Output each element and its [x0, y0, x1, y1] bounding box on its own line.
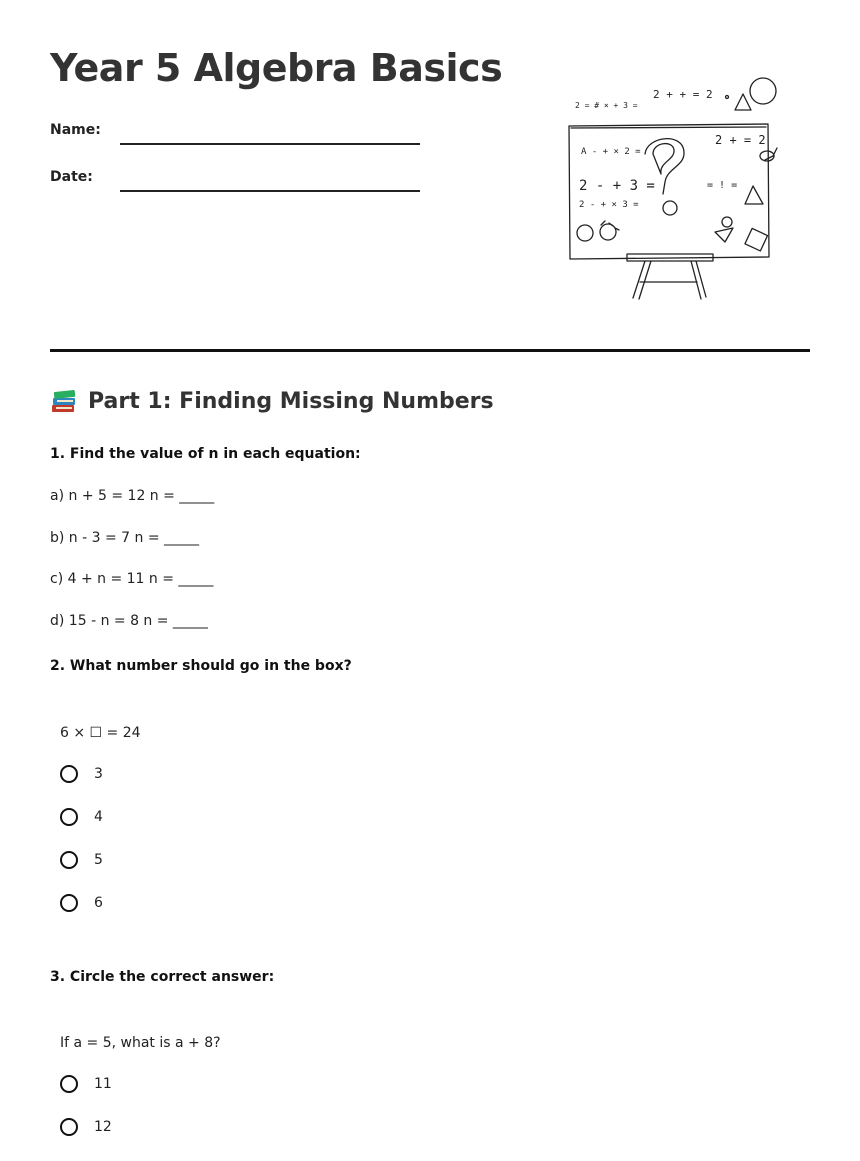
svg-text:2 - + 3 =: 2 - + 3 = [579, 178, 655, 194]
q3-option-11[interactable] [60, 1075, 112, 1093]
svg-text:= ! =: = ! = [707, 180, 738, 191]
radio-button[interactable] [60, 1075, 78, 1093]
question-2-label: 2. What number should go in the box? [50, 658, 352, 674]
radio-button[interactable] [60, 894, 78, 912]
option-label: 12 [94, 1119, 112, 1135]
q2-option-4[interactable] [60, 808, 103, 826]
option-label: 11 [94, 1076, 112, 1092]
equation-d[interactable]: d) 15 - n = 8 n = _____ [50, 613, 208, 629]
radio-button[interactable] [60, 1118, 78, 1136]
q2-option-5[interactable] [60, 851, 103, 869]
q2-option-6[interactable] [60, 894, 103, 912]
radio-button[interactable] [60, 765, 78, 783]
svg-text:2 = # × + 3 =: 2 = # × + 3 = [575, 101, 638, 110]
blackboard-question-icon [565, 70, 805, 310]
svg-text:2 + = 2: 2 + = 2 [715, 133, 766, 147]
question-1-label: 1. Find the value of n in each equation: [50, 446, 361, 462]
books-icon [50, 388, 78, 414]
option-label: 6 [94, 895, 103, 911]
svg-text:A - + × 2 =: A - + × 2 = [581, 147, 641, 157]
section-title [50, 388, 494, 414]
page-title: Year 5 Algebra Basics [50, 46, 503, 90]
equation-b[interactable]: b) n - 3 = 7 n = _____ [50, 530, 200, 546]
name-label: Name: [50, 122, 101, 138]
q2-option-3[interactable] [60, 765, 103, 783]
section-divider [50, 349, 810, 352]
radio-button[interactable] [60, 851, 78, 869]
question-3-prompt: If a = 5, what is a + 8? [60, 1035, 221, 1051]
question-2-prompt: 6 × ☐ = 24 [60, 725, 141, 741]
name-field[interactable] [120, 143, 420, 145]
radio-button[interactable] [60, 808, 78, 826]
date-label: Date: [50, 169, 93, 185]
svg-text:2 - + × 3 =: 2 - + × 3 = [579, 200, 639, 210]
option-label: 4 [94, 809, 103, 825]
question-3-label: 3. Circle the correct answer: [50, 969, 275, 985]
section-title-text: Part 1: Finding Missing Numbers [88, 388, 494, 414]
svg-text:2 + + = 2: 2 + + = 2 [653, 88, 713, 101]
option-label: 3 [94, 766, 103, 782]
equation-c[interactable]: c) 4 + n = 11 n = _____ [50, 571, 214, 587]
equation-a[interactable]: a) n + 5 = 12 n = _____ [50, 488, 215, 504]
q3-option-12[interactable] [60, 1118, 112, 1136]
option-label: 5 [94, 852, 103, 868]
date-field[interactable] [120, 190, 420, 192]
